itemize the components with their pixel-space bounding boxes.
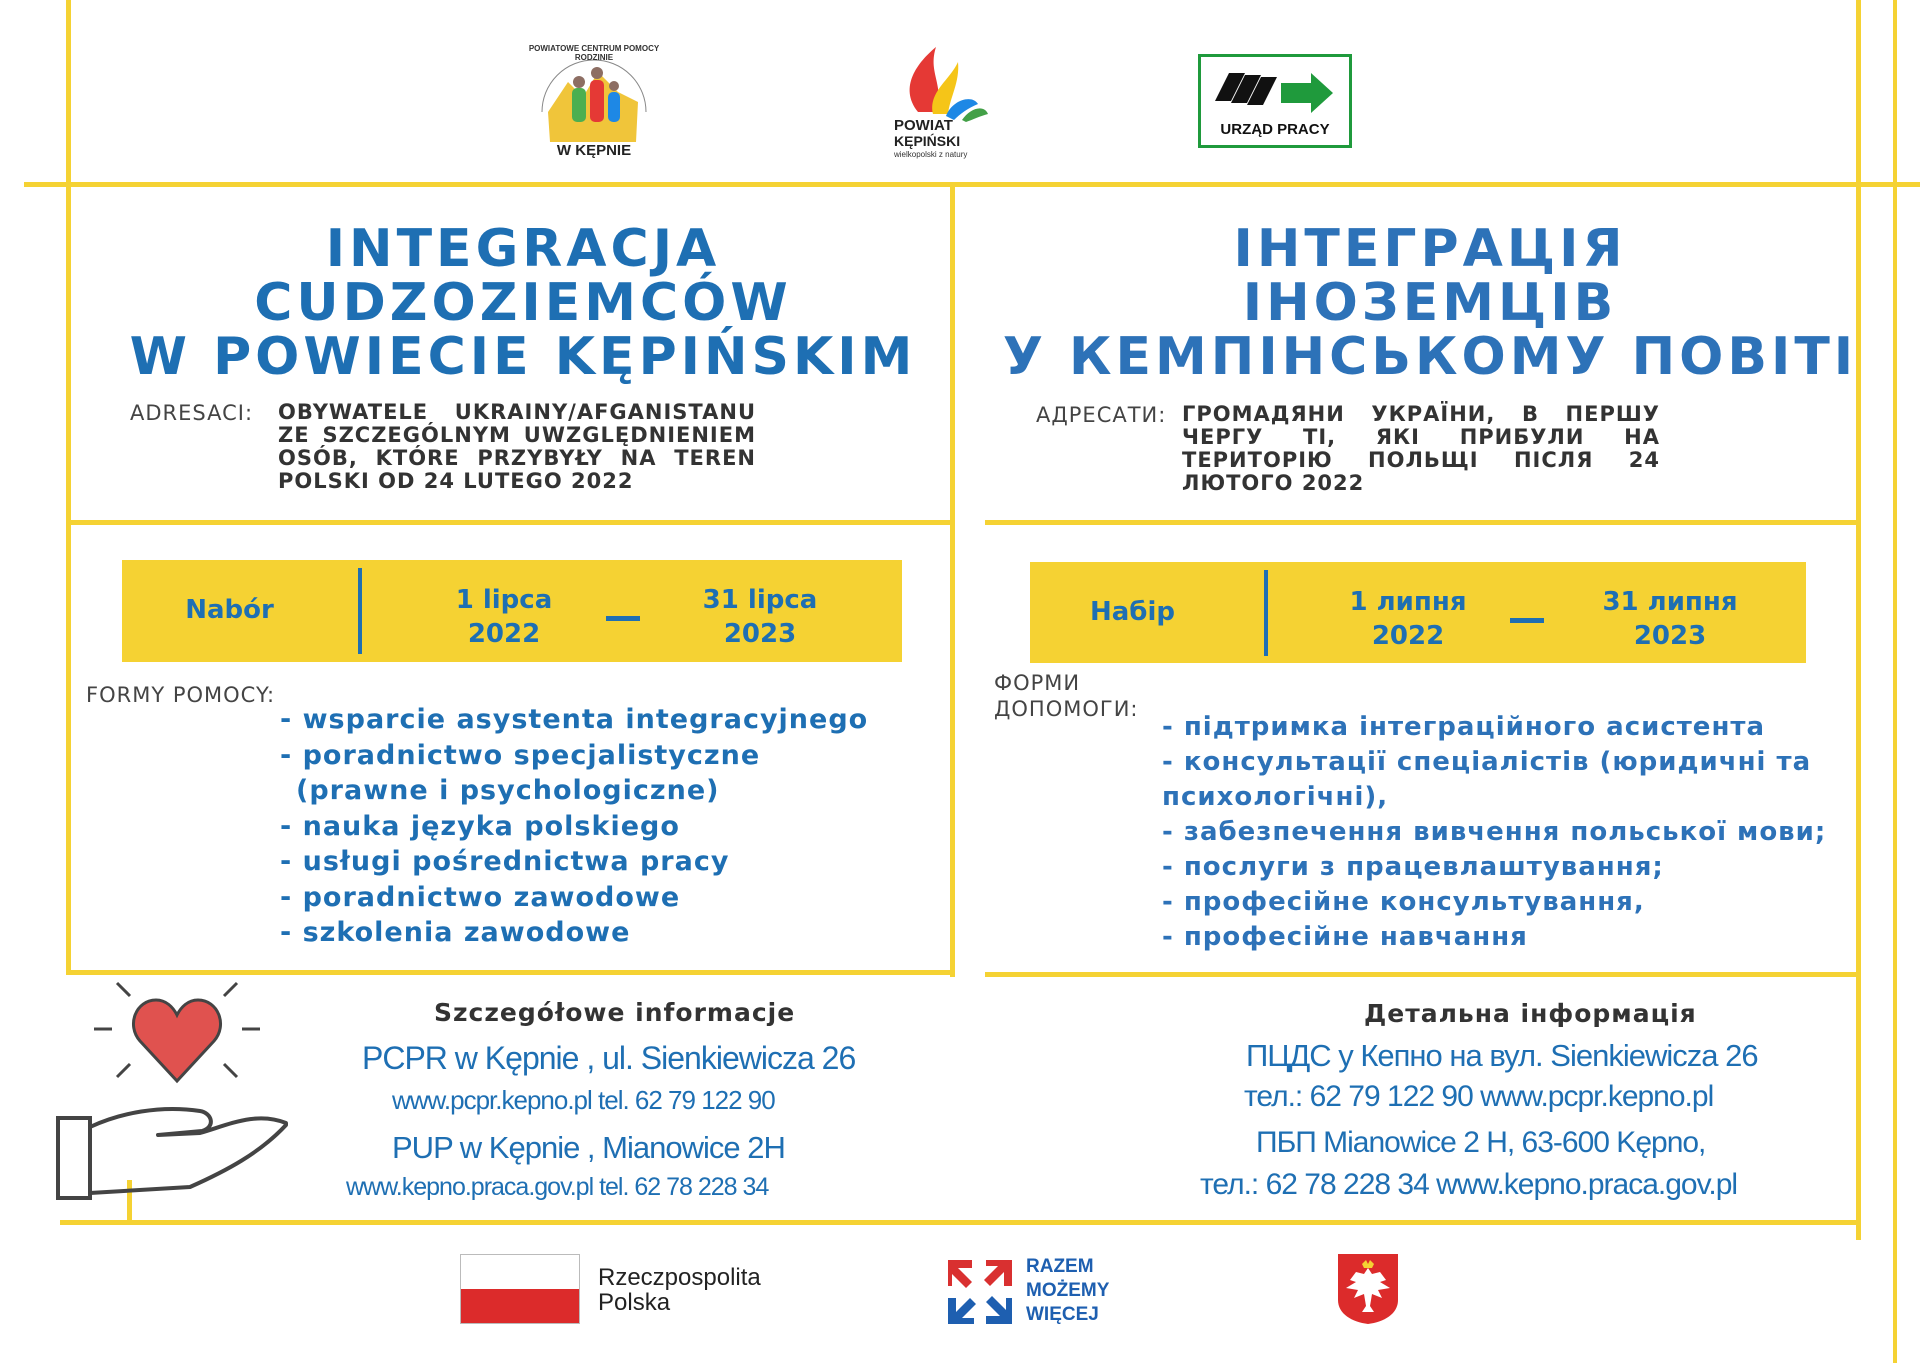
frame-line [24, 182, 1920, 187]
list-item: - wsparcie asystenta integracyjnego [280, 704, 869, 735]
left-info-line3: PUP w Kępnie , Mianowice 2H [392, 1130, 785, 1165]
right-info-heading: Детальна інформація [1364, 999, 1697, 1028]
left-end-day: 31 lipca [702, 585, 818, 615]
powiat-flame-icon [888, 42, 998, 122]
polish-flag-icon [460, 1254, 580, 1324]
right-title-line3: У КЕМПІНСЬКОМУ ПОВІТІ [1002, 327, 1858, 387]
list-item: - консультації спеціалістів (юридичні та [1162, 747, 1812, 777]
right-forms-label-1: ФОРМИ [994, 671, 1081, 695]
left-recruitment-band [122, 560, 902, 662]
urzad-pracy-label: URZĄD PRACY [1220, 121, 1330, 138]
list-item: - nauka języka polskiego [280, 810, 680, 842]
list-item: (prawne i psychologiczne) [296, 775, 720, 806]
right-info-line1: ПЦДС у Кепно на вул. Sienkiewicza 26 [1246, 1038, 1758, 1073]
right-end-year: 2023 [1633, 621, 1707, 651]
list-item: - послуги з працевлаштування; [1162, 852, 1664, 882]
left-info-line2: www.pcpr.kepno.pl tel. 62 79 122 90 [392, 1085, 775, 1115]
right-info-line2: тел.: 62 79 122 90 www.pcpr.kepno.pl [1244, 1080, 1714, 1113]
right-info-line3: ПБП Mianowice 2 H, 63-600 Kępno, [1256, 1126, 1706, 1159]
right-band-separator [1264, 570, 1268, 656]
left-title [88, 219, 958, 387]
left-date-dash [606, 616, 640, 621]
frame-line [66, 0, 71, 975]
right-title-line2: ІНОЗЕМЦІВ [1242, 273, 1618, 333]
razem-line1: RAZEM [1026, 1256, 1094, 1277]
left-info-line1: PCPR w Kępnie , ul. Sienkiewicza 26 [362, 1040, 856, 1076]
powiat-line2: KĘPIŃSKI [894, 133, 961, 149]
left-addr-label: ADRESACI: [130, 401, 254, 425]
left-band-separator [358, 568, 362, 654]
right-date-dash [1510, 618, 1544, 623]
pcpr-name: W KĘPNIE [556, 142, 632, 159]
frame-line [985, 972, 1857, 977]
right-info-line4: тел.: 62 78 228 34 www.kepno.praca.gov.pl [1200, 1168, 1738, 1201]
pcpr-logo [528, 42, 660, 164]
right-title [1000, 219, 1860, 387]
rp-line2: Polska [598, 1289, 671, 1316]
heart-hand-icon [50, 975, 310, 1215]
left-title-line2: CUDZOZIEMCÓW [254, 273, 792, 333]
frame-line [70, 520, 955, 525]
razem-logo-icon [944, 1256, 1016, 1328]
polish-eagle-emblem-icon [1336, 1252, 1400, 1326]
list-item: - підтримка інтеграційного асистента [1162, 712, 1766, 742]
right-title-line1: ІНТЕГРАЦІЯ [1233, 219, 1627, 279]
right-nabor-label: Набір [1090, 597, 1175, 627]
left-info-line4: www.kepno.praca.gov.pl tel. 62 78 228 34 [346, 1173, 769, 1201]
left-title-line3: W POWIECIE KĘPIŃSKIM [129, 327, 917, 387]
frame-line [985, 520, 1857, 525]
right-forms-list [1162, 710, 1826, 955]
list-item: - poradnictwo zawodowe [280, 881, 681, 913]
frame-line [1893, 0, 1897, 1363]
right-addr-text: ГРОМАДЯНИ УКРАЇНИ, В ПЕРШУ ЧЕРГУ ТІ, ЯКІ ПРИБУЛИ НА ТЕРИТОРІЮ ПОЛЬЩІ ПІСЛЯ 24 ЛЮТОГО 2022 [1182, 402, 1660, 495]
right-recruitment-band [1030, 562, 1806, 663]
right-forms-label-2: ДОПОМОГИ: [994, 697, 1139, 721]
left-start-day: 1 lipca [455, 585, 553, 615]
right-start-day: 1 липня [1349, 587, 1467, 617]
left-start-year: 2022 [467, 619, 541, 649]
frame-line [60, 1220, 1860, 1225]
left-nabor-label: Nabór [185, 595, 274, 625]
list-item: - забезпечення вивчення польської мови; [1162, 817, 1827, 847]
left-info-heading: Szczegółowe informacje [434, 998, 796, 1027]
pcpr-ring-text: POWIATOWE CENTRUM POMOCY RODZINIE [528, 44, 660, 62]
rp-line1: Rzeczpospolita [598, 1264, 761, 1291]
left-title-line1: INTEGRACJA [325, 219, 721, 279]
list-item: - usługi pośrednictwa pracy [280, 846, 730, 877]
list-item: - професійне консультування, [1162, 887, 1645, 917]
urzad-arrow-icon [1201, 61, 1349, 121]
powiat-line1: POWIAT [894, 117, 953, 134]
right-end-day: 31 липня [1602, 587, 1738, 617]
razem-line3: WIĘCEJ [1026, 1304, 1099, 1325]
list-item: - poradnictwo specjalistyczne [280, 739, 761, 771]
left-forms-label: FORMY POMOCY: [86, 683, 276, 707]
list-item: - szkolenia zawodowe [280, 917, 631, 948]
left-addr-text: OBYWATELE UKRAINY/AFGANISTANU ZE SZCZEGÓLNYM UWZGLĘDNIENIEM OSÓB, KTÓRE PRZYBYŁY NA TEREN POLSKI OD 24 LUTEGO 2022 [278, 400, 756, 493]
razem-line2: MOŻEMY [1026, 1280, 1110, 1301]
left-forms-list [280, 702, 868, 951]
right-addr-label: АДРЕСАТИ: [1036, 403, 1167, 427]
right-start-year: 2022 [1371, 621, 1445, 651]
powiat-logo [888, 42, 998, 162]
list-item: - професійне навчання [1162, 922, 1528, 952]
urzad-pracy-logo [1198, 54, 1352, 148]
left-end-year: 2023 [723, 619, 797, 649]
list-item: психологічні), [1162, 782, 1389, 812]
powiat-tagline: wielkopolski z natury [894, 150, 968, 159]
